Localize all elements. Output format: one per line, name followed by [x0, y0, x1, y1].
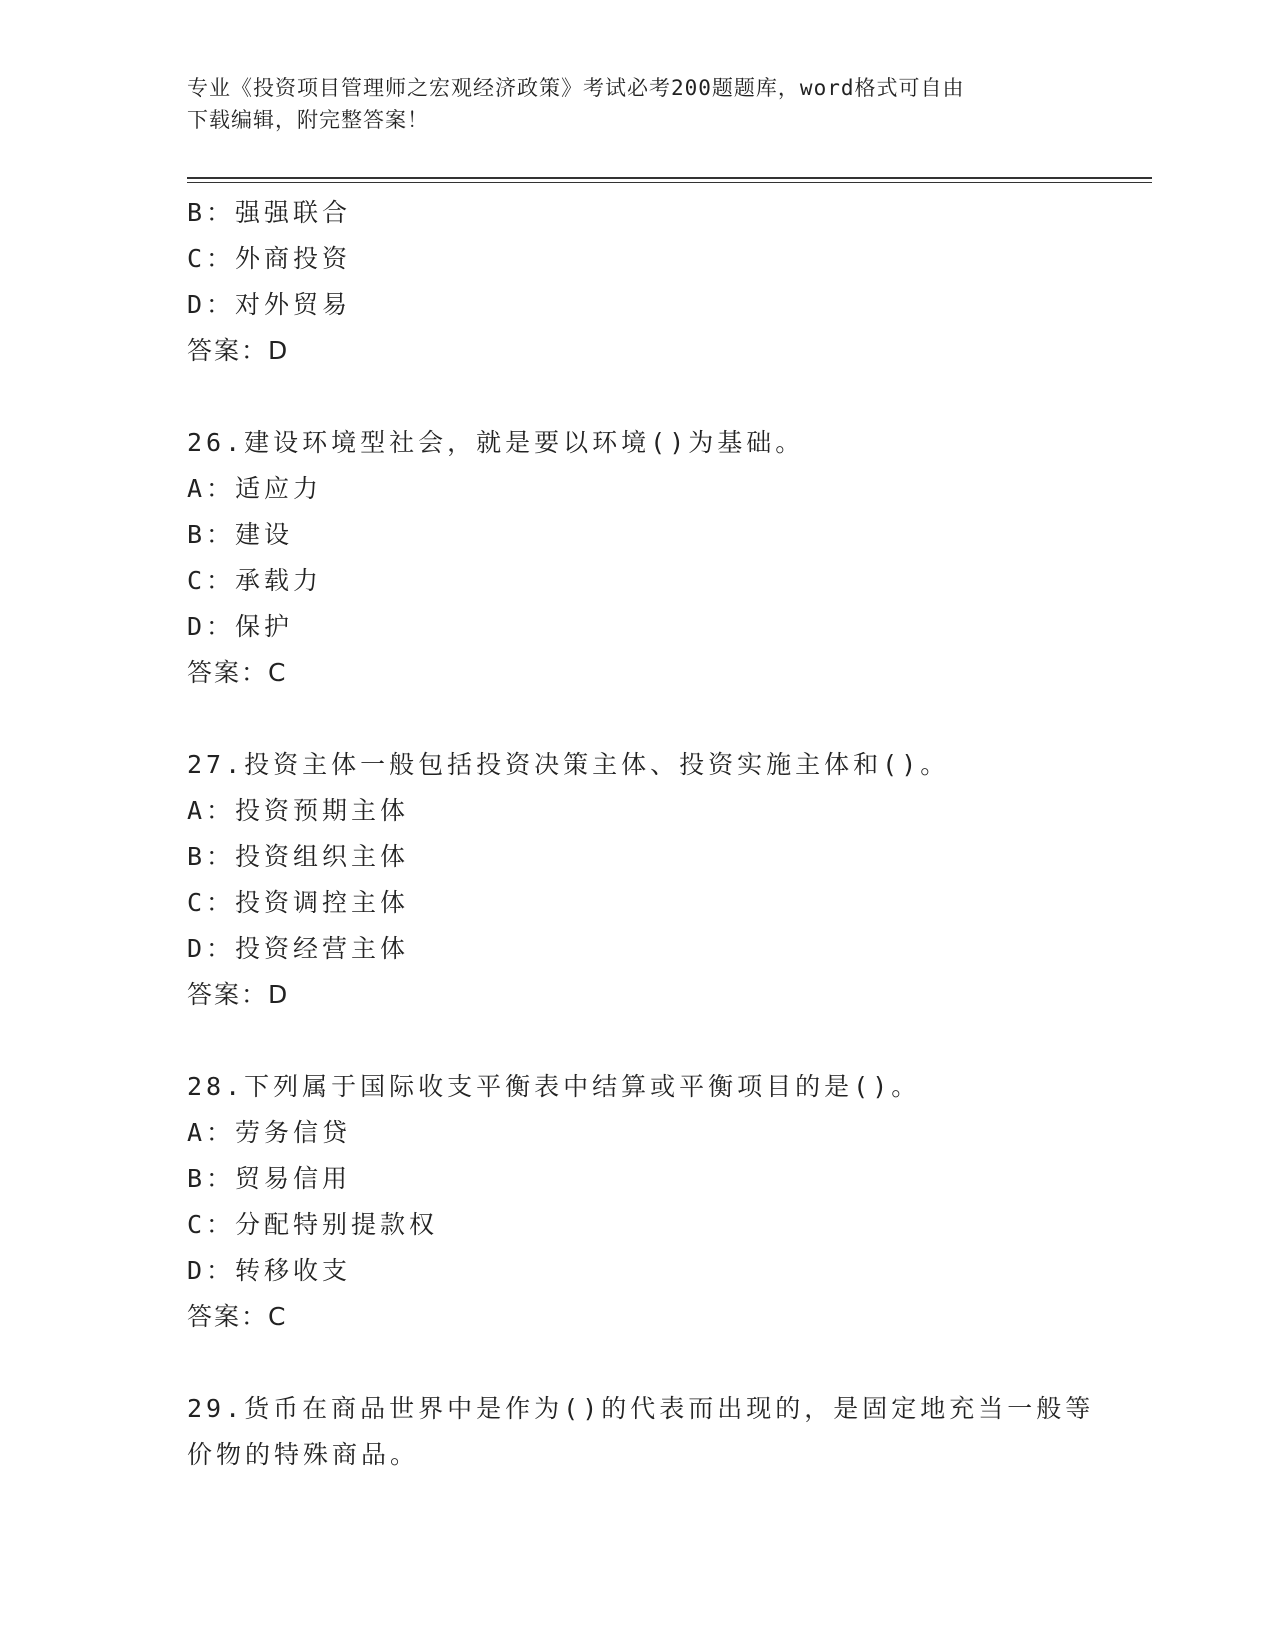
question-text: 28.下列属于国际收支平衡表中结算或平衡项目的是()。: [187, 1072, 921, 1101]
option-d: D：投资经营主体: [187, 934, 410, 963]
option-d: D：保护: [187, 612, 294, 641]
question-list: [187, 190, 1095, 1478]
question-text-line-1: 29.货币在商品世界中是作为()的代表而出现的，是固定地充当一般等: [187, 1394, 1095, 1423]
option-d: D：对外贸易: [187, 290, 352, 319]
question-28: [187, 1064, 1087, 1340]
option-c: C：外商投资: [187, 244, 352, 273]
option-b: B：建设: [187, 520, 294, 549]
question-text: 26.建设环境型社会，就是要以环境()为基础。: [187, 428, 805, 457]
option-d: D：转移收支: [187, 1256, 352, 1285]
answer: 答案：D: [187, 980, 290, 1009]
document-header: [187, 72, 1067, 136]
option-a: A：劳务信贷: [187, 1118, 352, 1147]
option-c: C：投资调控主体: [187, 888, 410, 917]
option-c: C：分配特别提款权: [187, 1210, 439, 1239]
header-line-2: 下载编辑，附完整答案！: [187, 108, 429, 132]
question-text: 27.投资主体一般包括投资决策主体、投资实施主体和()。: [187, 750, 950, 779]
option-a: A：投资预期主体: [187, 796, 410, 825]
question-25-continued: [187, 190, 1087, 374]
option-b: B：强强联合: [187, 198, 352, 227]
option-b: B：贸易信用: [187, 1164, 352, 1193]
header-divider-thick: [187, 177, 1152, 179]
header-line-1: 专业《投资项目管理师之宏观经济政策》考试必考200题题库，word格式可自由: [187, 76, 965, 100]
answer: 答案：C: [187, 1302, 288, 1331]
question-26: [187, 420, 1087, 696]
answer: 答案：C: [187, 658, 288, 687]
question-27: [187, 742, 1087, 1018]
question-text-line-2: 价物的特殊商品。: [187, 1440, 420, 1469]
option-c: C：承载力: [187, 566, 323, 595]
option-b: B：投资组织主体: [187, 842, 410, 871]
answer: 答案：D: [187, 336, 290, 365]
option-a: A：适应力: [187, 474, 323, 503]
header-divider-thin: [187, 182, 1152, 183]
question-29: [187, 1386, 1095, 1478]
